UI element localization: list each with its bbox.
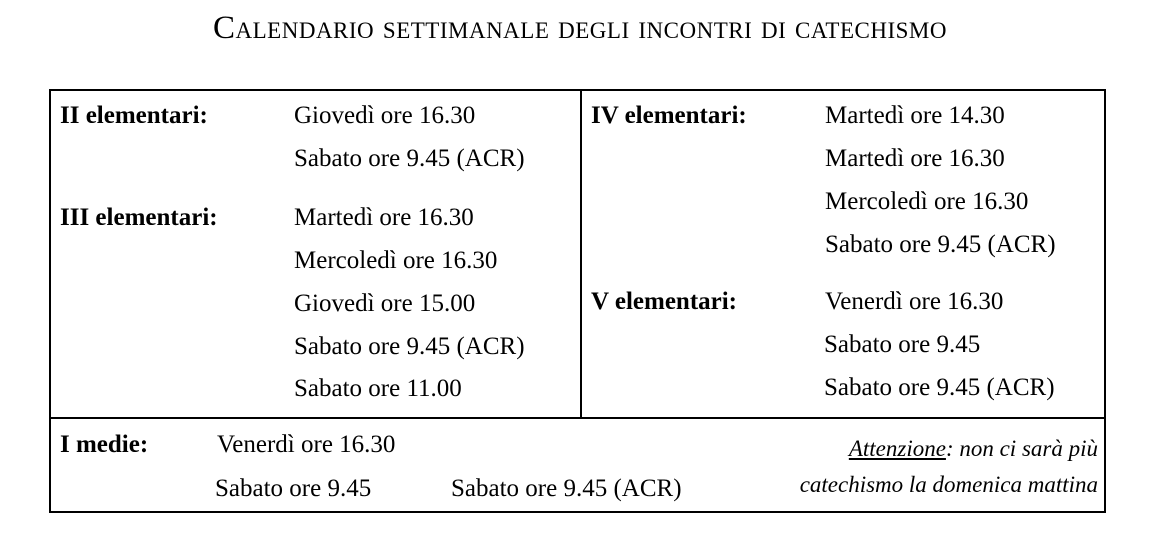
- schedule-time: Giovedì ore 16.30: [294, 102, 476, 129]
- page-title: Calendario settimanale degli incontri di catechismo: [213, 10, 947, 46]
- notice-line-1: [849, 437, 1098, 460]
- column-divider: [580, 89, 582, 418]
- schedule-time: Venerdì ore 16.30: [217, 431, 396, 458]
- schedule-time: Martedì ore 16.30: [294, 204, 474, 231]
- schedule-time: Venerdì ore 16.30: [825, 288, 1004, 315]
- grade-label-iv: IV elementari:: [591, 102, 747, 129]
- notice-emphasis: Attenzione: [848, 436, 946, 461]
- notice-line-1-text: : non ci sarà più: [945, 436, 1098, 461]
- grade-label-iii: III elementari:: [60, 204, 218, 231]
- schedule-time: Sabato ore 9.45 (ACR): [294, 145, 525, 172]
- notice-line-2: catechismo la domenica mattina: [799, 472, 1098, 497]
- row-divider: [49, 417, 1106, 419]
- grade-label-v: V elementari:: [591, 288, 738, 315]
- schedule-time: Giovedì ore 15.00: [294, 290, 476, 317]
- schedule-time: Sabato ore 9.45 (ACR): [451, 475, 682, 502]
- grade-label-medie: I medie:: [60, 431, 149, 458]
- schedule-time: Sabato ore 9.45 (ACR): [824, 374, 1055, 401]
- grade-label-ii: II elementari:: [60, 102, 208, 129]
- schedule-time: Sabato ore 9.45 (ACR): [825, 231, 1056, 258]
- schedule-time: Sabato ore 9.45: [215, 475, 372, 502]
- schedule-time: Martedì ore 16.30: [825, 145, 1005, 172]
- schedule-time: Mercoledì ore 16.30: [294, 247, 498, 274]
- schedule-time: Martedì ore 14.30: [825, 102, 1005, 129]
- schedule-time: Mercoledì ore 16.30: [825, 188, 1029, 215]
- schedule-time: Sabato ore 9.45: [824, 331, 981, 358]
- schedule-time: Sabato ore 9.45 (ACR): [294, 333, 525, 360]
- schedule-time: Sabato ore 11.00: [294, 375, 462, 402]
